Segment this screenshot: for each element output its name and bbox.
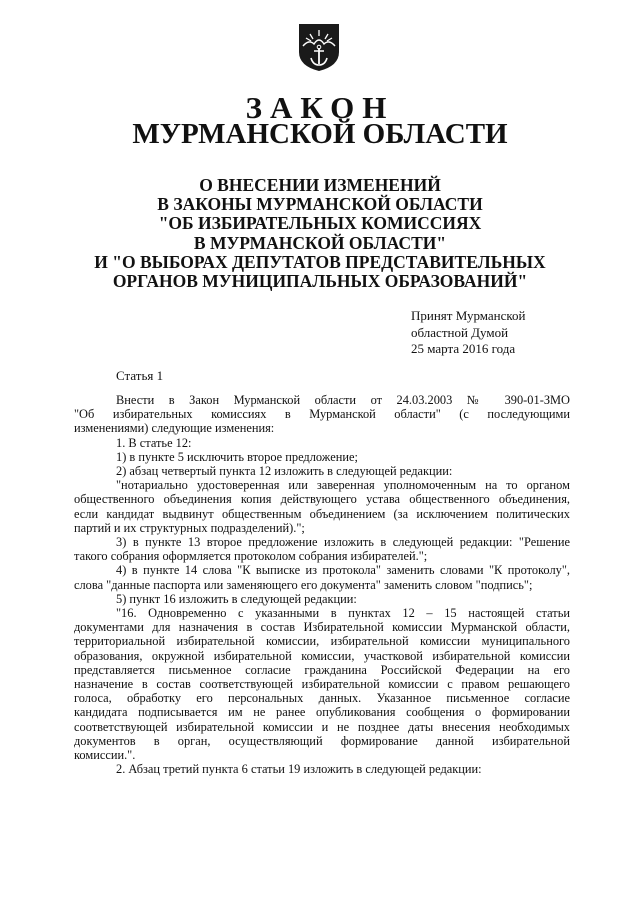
- adoption-info: [411, 308, 526, 358]
- body-line: "16. Одновременно с указанными в пунктах 12 – 15 настоящей статьи: [116, 606, 570, 621]
- law-subject: [0, 176, 640, 291]
- body-line: общественного объединения копия действующего устава общественного объединения,: [74, 492, 570, 507]
- body-line: 1) в пункте 5 исключить второе предложение;: [116, 449, 358, 464]
- body-line: 4) в пункте 14 слова "К выписке из протокола" заменить словами "К протоколу",: [116, 563, 570, 578]
- article-body: [74, 393, 570, 776]
- subject-line: И "О ВЫБОРАХ ДЕПУТАТОВ ПРЕДСТАВИТЕЛЬНЫХ: [94, 251, 546, 272]
- article-heading: Статья 1: [116, 368, 164, 383]
- law-region-title: МУРМАНСКОЙ ОБЛАСТИ: [132, 118, 508, 150]
- subject-line: В МУРМАНСКОЙ ОБЛАСТИ": [193, 232, 447, 253]
- body-line: изменениями) следующие изменения:: [74, 421, 275, 436]
- subject-line: О ВНЕСЕНИИ ИЗМЕНЕНИЙ: [199, 175, 441, 195]
- body-line: голоса, обработку его персональных данных. Указанное письменное согласие: [74, 691, 570, 706]
- body-line: партий и их структурных подразделений).";: [74, 520, 305, 535]
- body-line: территориальной избирательной комиссии, избирательной комиссии муниципального: [74, 634, 570, 649]
- body-line: 5) пункт 16 изложить в следующей редакции:: [116, 591, 357, 606]
- coat-of-arms-emblem: [297, 22, 341, 72]
- body-line: представляется письменное согласие гражданина Российской Федерации на его: [74, 662, 570, 677]
- body-line: 2) абзац четвертый пункта 12 изложить в следующей редакции:: [116, 464, 453, 479]
- body-line: кандидата подписывается им не ранее опубликования сообщения о формировании: [74, 705, 570, 720]
- body-line: комиссии.".: [74, 748, 136, 763]
- body-line: 3) в пункте 13 второе предложение изложить в следующей редакции: "Решение: [116, 535, 570, 550]
- body-line: "Об избирательных комиссиях в Мурманской области" (с последующими: [74, 407, 570, 422]
- body-line: 1. В статье 12:: [116, 435, 192, 450]
- body-line: слова "данные паспорта или заменяющего его документа" заменить словом "подпись";: [74, 577, 533, 592]
- body-line: 2. Абзац третий пункта 6 статьи 19 изложить в следующей редакции:: [116, 762, 482, 777]
- adoption-line: Принят Мурманской: [411, 308, 526, 323]
- murmansk-coat-of-arms-icon: [297, 22, 341, 72]
- subject-line: В ЗАКОНЫ МУРМАНСКОЙ ОБЛАСТИ: [157, 194, 483, 215]
- body-line: такого собрания оформляется протоколом собрания избирателей.";: [74, 549, 428, 564]
- adoption-line: областной Думой: [411, 324, 509, 340]
- body-line: документами для назначения в состав Избирательной комиссии Мурманской области,: [74, 620, 570, 635]
- body-line: "нотариально удостоверенная или заверенная уполномоченным на то органом: [116, 478, 570, 493]
- adoption-date: 25 марта 2016 года: [411, 341, 516, 356]
- body-line: назначение в состав соответствующей избирательной комиссии с правом решающего: [74, 677, 570, 692]
- subject-line: "ОБ ИЗБИРАТЕЛЬНЫХ КОМИССИЯХ: [158, 213, 482, 234]
- law-title: ЗАКОН: [245, 90, 395, 125]
- body-line: если кандидат выдвинут общественным объединением (за исключением политических: [74, 506, 570, 521]
- subject-line: ОРГАНОВ МУНИЦИПАЛЬНЫХ ОБРАЗОВАНИЙ": [112, 271, 528, 292]
- body-line: Внести в Закон Мурманской области от 24.03.2003 № 390-01-ЗМО: [116, 393, 570, 407]
- body-line: образования, окружной избирательной комиссии, участковой избирательной комиссии: [74, 648, 570, 663]
- body-line: документов в орган, осуществляющий формирование данной избирательной: [74, 733, 570, 748]
- body-line: соответствующей избирательной комиссии и не позднее даты внесения необходимых: [74, 719, 570, 734]
